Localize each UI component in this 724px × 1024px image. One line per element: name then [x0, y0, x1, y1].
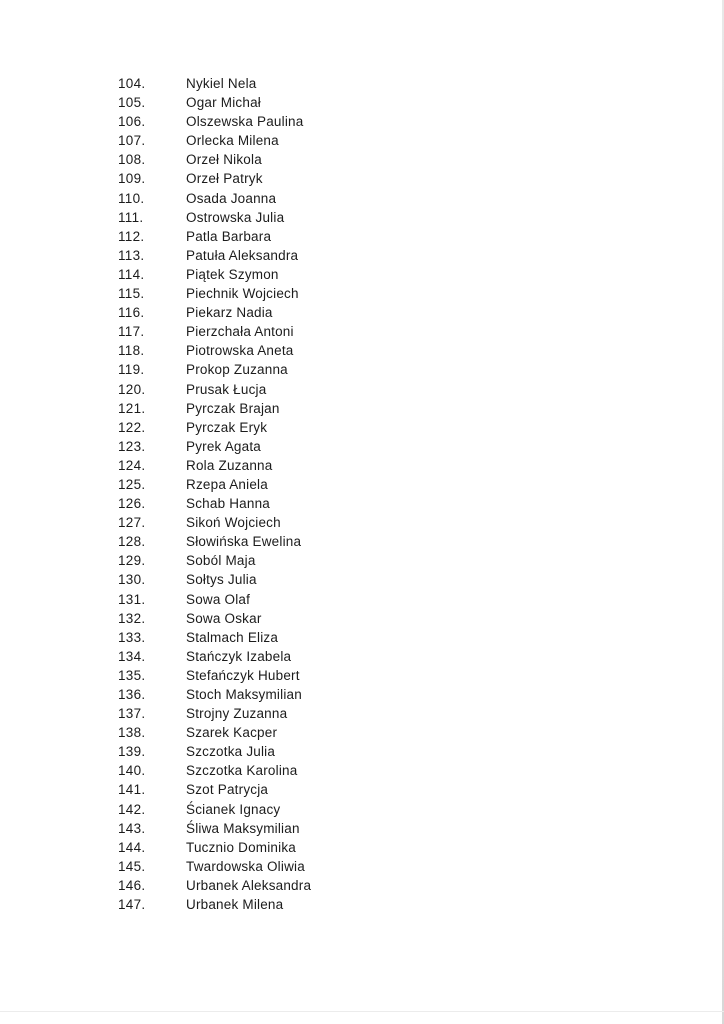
entry-name: Szczotka Karolina — [186, 763, 298, 779]
list-item — [0, 590, 724, 609]
list-item — [0, 150, 724, 169]
entry-number: 143. — [118, 820, 146, 836]
list-item — [0, 189, 724, 208]
entry-number: 113. — [118, 247, 145, 263]
entry-name: Twardowska Oliwia — [186, 858, 305, 874]
entry-number: 146. — [118, 877, 146, 893]
entry-number: 121. — [118, 400, 146, 416]
entry-name: Orzeł Nikola — [186, 152, 262, 168]
list-item — [0, 742, 724, 761]
entry-name: Urbanek Milena — [186, 897, 284, 913]
entry-name: Prokop Zuzanna — [186, 362, 288, 378]
entry-name: Soból Maja — [186, 553, 256, 569]
entry-name: Sowa Oskar — [186, 610, 262, 626]
list-item — [0, 418, 724, 437]
list-item — [0, 570, 724, 589]
entry-number: 107. — [118, 133, 146, 149]
entry-name: Patla Barbara — [186, 228, 272, 244]
list-item — [0, 456, 724, 475]
entry-name: Prusak Łucja — [186, 381, 267, 397]
entry-number: 106. — [118, 114, 146, 130]
scan-edge-bottom — [0, 1011, 724, 1012]
numbered-name-list — [0, 74, 724, 914]
entry-number: 105. — [118, 95, 146, 111]
entry-name: Stańczyk Izabela — [186, 648, 292, 664]
entry-name: Osada Joanna — [186, 190, 277, 206]
list-item — [0, 895, 724, 914]
entry-name: Orzeł Patryk — [186, 171, 263, 187]
entry-name: Orlecka Milena — [186, 133, 279, 149]
list-item — [0, 513, 724, 532]
entry-name: Piątek Szymon — [186, 266, 279, 282]
entry-number: 131. — [118, 591, 146, 607]
list-item — [0, 761, 724, 780]
entry-name: Sikoń Wojciech — [186, 515, 281, 531]
entry-number: 126. — [118, 496, 146, 512]
entry-name: Rola Zuzanna — [186, 457, 273, 473]
entry-name: Sołtys Julia — [186, 572, 257, 588]
entry-number: 133. — [118, 629, 146, 645]
list-item — [0, 647, 724, 666]
list-item — [0, 857, 724, 876]
list-item — [0, 780, 724, 799]
entry-number: 110. — [118, 190, 145, 206]
entry-name: Śliwa Maksymilian — [186, 820, 300, 836]
entry-name: Szczotka Julia — [186, 744, 276, 760]
entry-number: 108. — [118, 152, 146, 168]
entry-name: Patuła Aleksandra — [186, 247, 299, 263]
list-item — [0, 284, 724, 303]
entry-name: Ostrowska Julia — [186, 209, 285, 225]
list-item — [0, 131, 724, 150]
entry-name: Pierzchała Antoni — [186, 324, 294, 340]
entry-number: 135. — [118, 667, 146, 683]
list-item — [0, 819, 724, 838]
entry-name: Nykiel Nela — [186, 76, 257, 91]
list-item — [0, 93, 724, 112]
entry-number: 142. — [118, 801, 146, 817]
list-item — [0, 341, 724, 360]
list-item — [0, 380, 724, 399]
entry-name: Pyrczak Brajan — [186, 400, 280, 416]
entry-name: Rzepa Aniela — [186, 476, 268, 492]
entry-number: 125. — [118, 476, 146, 492]
list-item — [0, 265, 724, 284]
entry-name: Olszewska Paulina — [186, 114, 304, 130]
entry-name: Sowa Olaf — [186, 591, 251, 607]
entry-name: Pyrek Agata — [186, 438, 261, 454]
list-item — [0, 628, 724, 647]
list-item — [0, 609, 724, 628]
list-item — [0, 475, 724, 494]
entry-number: 123. — [118, 438, 146, 454]
entry-number: 120. — [118, 381, 146, 397]
entry-number: 136. — [118, 687, 146, 702]
entry-number: 145. — [118, 858, 146, 874]
list-item — [0, 169, 724, 188]
list-item — [0, 685, 724, 704]
list-item — [0, 494, 724, 513]
list-item — [0, 876, 724, 895]
entry-name: Ścianek Ignacy — [186, 801, 281, 817]
list-item — [0, 551, 724, 570]
entry-number: 104. — [118, 76, 146, 91]
list-item — [0, 360, 724, 379]
entry-name: Szarek Kacper — [186, 725, 278, 741]
entry-number: 122. — [118, 419, 146, 435]
entry-number: 144. — [118, 839, 146, 855]
entry-name: Szot Patrycja — [186, 782, 269, 798]
entry-name: Słowińska Ewelina — [186, 534, 302, 550]
entry-number: 127. — [118, 515, 146, 531]
entry-number: 130. — [118, 572, 146, 588]
entry-name: Piechnik Wojciech — [186, 286, 299, 302]
entry-number: 134. — [118, 648, 146, 664]
entry-number: 124. — [118, 457, 146, 473]
entry-name: Stoch Maksymilian — [186, 687, 302, 702]
list-item — [0, 112, 724, 131]
list-item — [0, 399, 724, 418]
entry-name: Stalmach Eliza — [186, 629, 279, 645]
entry-name: Piotrowska Aneta — [186, 343, 294, 359]
list-item — [0, 723, 724, 742]
entry-number: 115. — [118, 286, 145, 302]
entry-number: 132. — [118, 610, 146, 626]
entry-number: 109. — [118, 171, 146, 187]
list-item — [0, 246, 724, 265]
entry-number: 111. — [118, 209, 144, 225]
entry-number: 119. — [118, 362, 145, 378]
list-item — [0, 704, 724, 723]
list-item — [0, 208, 724, 227]
entry-name: Pyrczak Eryk — [186, 419, 268, 435]
entry-number: 140. — [118, 763, 146, 779]
entry-number: 117. — [118, 324, 145, 340]
entry-number: 139. — [118, 744, 146, 760]
entry-name: Piekarz Nadia — [186, 305, 273, 321]
entry-name: Ogar Michał — [186, 95, 261, 111]
entry-name: Schab Hanna — [186, 496, 271, 512]
list-item — [0, 532, 724, 551]
list-item — [0, 666, 724, 685]
entry-number: 128. — [118, 534, 146, 550]
entry-number: 118. — [118, 343, 145, 359]
entry-name: Tucznio Dominika — [186, 839, 296, 855]
entry-number: 114. — [118, 266, 145, 282]
list-item — [0, 227, 724, 246]
entry-name: Stefańczyk Hubert — [186, 667, 300, 683]
list-item — [0, 838, 724, 857]
entry-number: 137. — [118, 706, 146, 722]
list-item — [0, 74, 724, 93]
entry-number: 138. — [118, 725, 146, 741]
list-item — [0, 800, 724, 819]
entry-number: 147. — [118, 897, 146, 913]
entry-name: Strojny Zuzanna — [186, 706, 288, 722]
list-item — [0, 303, 724, 322]
entry-name: Urbanek Aleksandra — [186, 877, 312, 893]
entry-number: 116. — [118, 305, 145, 321]
list-item — [0, 437, 724, 456]
entry-number: 141. — [118, 782, 146, 798]
entry-number: 112. — [118, 228, 145, 244]
list-item — [0, 322, 724, 341]
entry-number: 129. — [118, 553, 146, 569]
